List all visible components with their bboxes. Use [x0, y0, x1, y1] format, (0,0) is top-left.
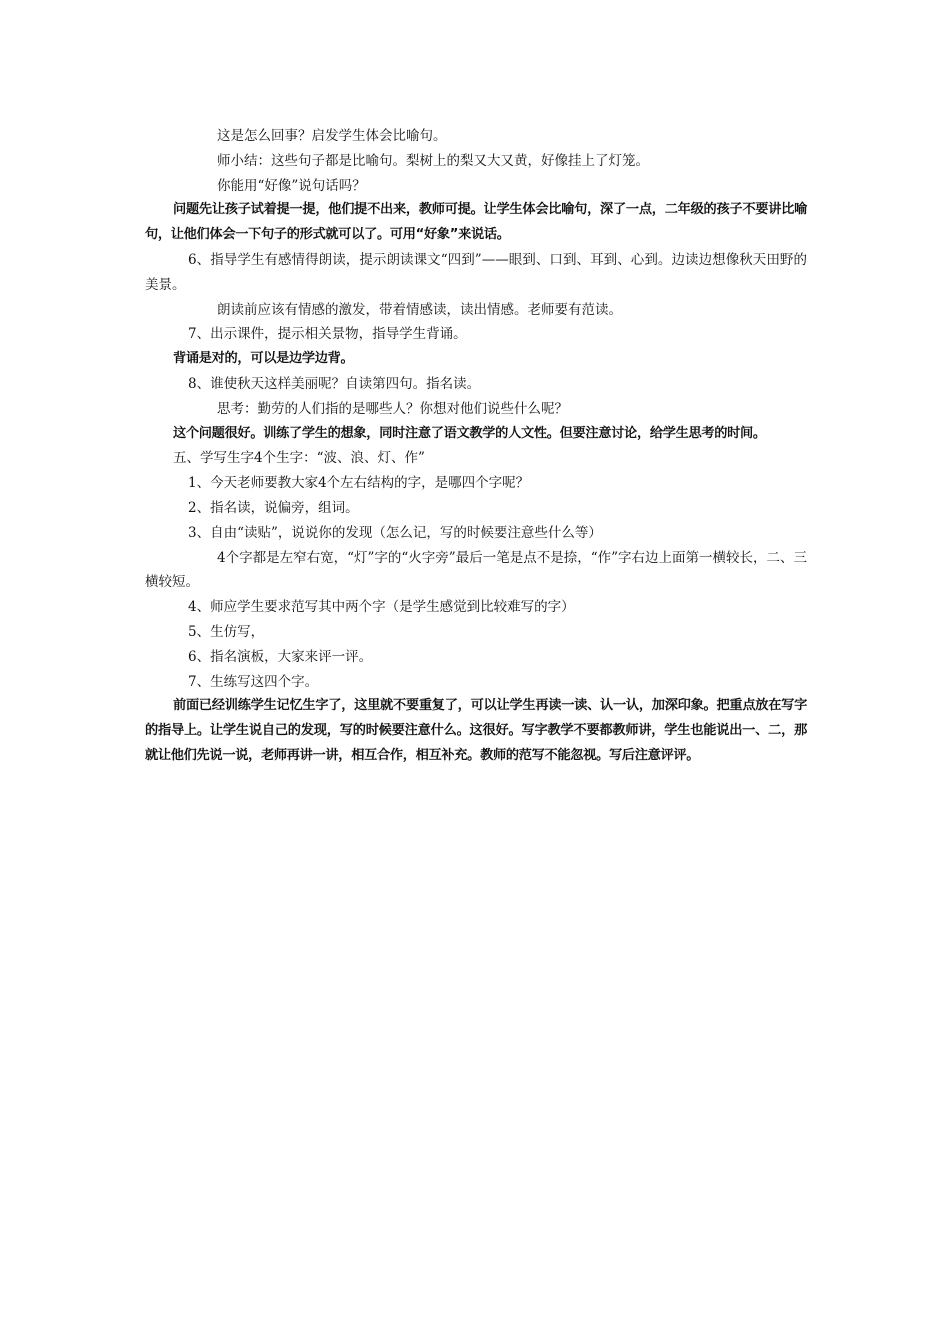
paragraph-1: 这是怎么回事？启发学生体会比喻句。	[217, 128, 447, 144]
document-page	[145, 124, 807, 769]
paragraph-think: 思考：勤劳的人们指的是哪些人？你想对他们说些什么呢？	[217, 400, 568, 417]
section-heading-five: 五、学写生字4个生字：“波、浪、灯、作”	[173, 450, 425, 467]
paragraph-write-2: 2、指名读，说偏旁，组词。	[188, 499, 359, 516]
comment-paragraph-4: 前面已经训练学生记忆生字了，这里就不要重复了，可以让学生再读一读、认一认，加深印象。把重点放在写字的指导上。让学生说自己的发现，写的时候要注意什么。这很好。写字教学不要都教师讲，学生也能说出一、二，那就让他们先说一说，老师再讲一讲，相互合作，相互补充。教师的范写不能忽视。写后注意评评。	[145, 698, 807, 763]
paragraph-write-7: 7、生练写这四个字。	[188, 673, 319, 690]
paragraph-step-6: 6、指导学生有感情得朗读，提示朗读课文“四到”——眼到、口到、耳到、心到。边读边想像秋天田野的美景。	[145, 251, 807, 293]
paragraph-write-4: 4、师应学生要求范写其中两个字（是学生感觉到比较难写的字）	[188, 599, 575, 616]
paragraph-reading-note: 朗读前应该有情感的激发，带着情感读，读出情感。老师要有范读。	[217, 301, 622, 318]
paragraph-write-6: 6、指名演板，大家来评一评。	[188, 648, 373, 665]
paragraph-step-8: 8、谁使秋天这样美丽呢？自读第四句。指名读。	[188, 375, 481, 392]
comment-paragraph-1: 问题先让孩子试着提一提，他们提不出来，教师可提。让学生体会比喻句，深了一点，二年级的孩子不要讲比喻句，让他们体会一下句子的形式就可以了。可用“好象”来说话。	[145, 202, 807, 243]
paragraph-3: 你能用“好像”说句话吗？	[217, 177, 366, 194]
comment-paragraph-2: 背诵是对的，可以是边学边背。	[173, 351, 354, 367]
paragraph-write-5: 5、生仿写，	[188, 623, 265, 640]
paragraph-step-7: 7、出示课件，提示相关景物，指导学生背诵。	[188, 326, 467, 343]
paragraph-write-1: 1、今天老师要教大家4个左右结构的字，是哪四个字呢？	[188, 475, 530, 492]
paragraph-2: 师小结：这些句子都是比喻句。梨树上的梨又大又黄，好像挂上了灯笼。	[217, 152, 649, 169]
paragraph-write-3: 3、自由“读贴”，说说你的发现（怎么记，写的时候要注意些什么等）	[188, 524, 602, 541]
comment-paragraph-3: 这个问题很好。训练了学生的想象，同时注意了语文教学的人文性。但要注意讨论，给学生思考的时间。	[173, 425, 766, 441]
paragraph-discovery: 4个字都是左窄右宽，“灯”字的“火字旁”最后一笔是点不是捺，“作”字右边上面第一横较长，二、三横较短。	[145, 549, 807, 591]
